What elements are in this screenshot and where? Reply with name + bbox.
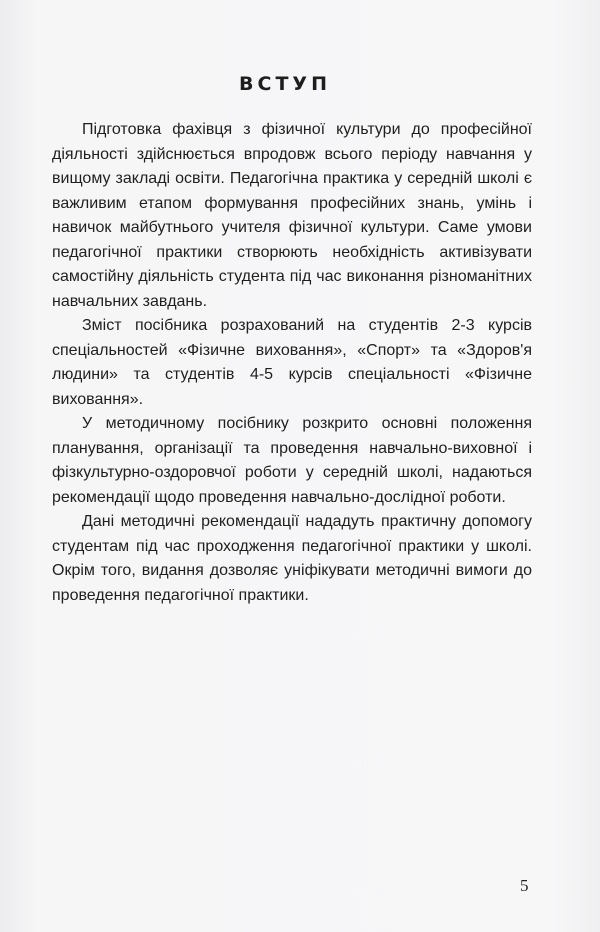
body-text [52, 118, 532, 608]
page-number: 5 [520, 876, 529, 895]
paragraph: Підготовка фахівця з фізичної культури до професійної діяльності здійснюється впродовж всього періоду навчання у вищому закладі освіти. Педагогічна практика у середній школі є важливим етапом формування професійних знань, умінь і навичок майбутнього учителя фізичної культури. Саме умови педагогічної практики створюють необхідність активізувати самостійну діяльність студента під час виконання різноманітних навчальних завдань. [52, 121, 532, 310]
section-heading: ВСТУП [239, 73, 331, 95]
paragraph: У методичному посібнику розкрито основні положення планування, організації та проведення навчально-виховної і фізкультурно-оздоровчої роботи у середній школі, надаються рекомендації щодо проведення навчально-дослідної роботи. [52, 415, 532, 506]
paragraph: Зміст посібника розрахований на студентів 2-3 курсів спеціальностей «Фізичне виховання», «Спорт» та «Здоров'я людини» та студентів 4-5 курсів спеціальності «Фізичне виховання». [52, 317, 532, 408]
paragraph: Дані методичні рекомендації нададуть практичну допомогу студентам під час проходження педагогічної практики у школі. Окрім того, видання дозволяє уніфікувати методичні вимоги до проведення педагогічної практики. [52, 513, 532, 604]
